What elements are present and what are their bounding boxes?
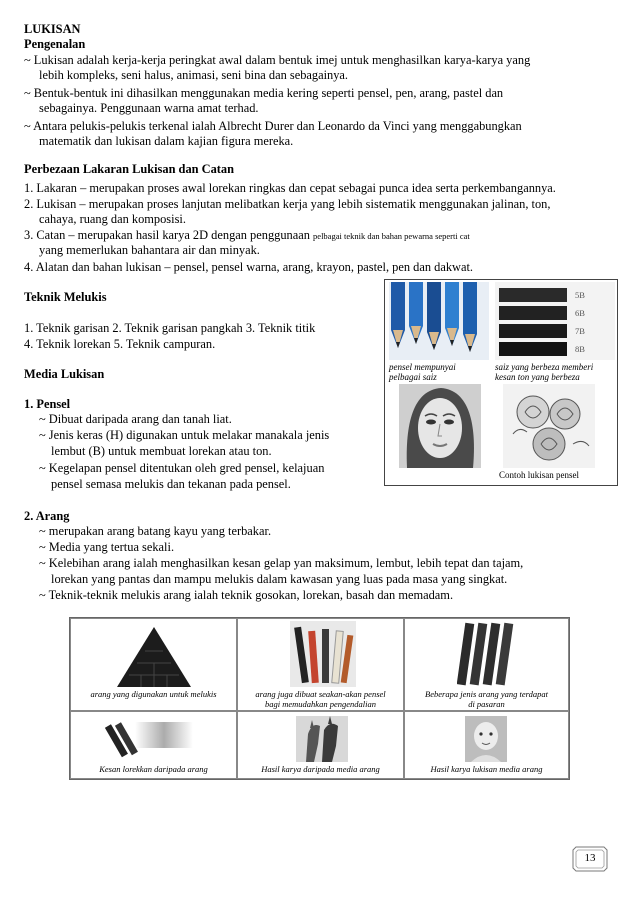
media-heading: Media Lukisan [24,367,105,381]
caption-line: bagi memudahkan pengendalian [265,699,376,709]
grade-swatch [499,342,567,356]
grade-label: 5B [575,290,585,300]
comparison-line-small: pelbagai teknik dan bahan pewarna seperti cat [313,231,470,241]
comparison-line: 2. Lukisan – merupakan proses lanjutan melibatkan kerja yang lebih sistematik menggunakan jalinan, ton, [24,197,551,211]
grade-label: 7B [575,326,585,336]
charcoal-pyramid-image [115,625,193,689]
pensel-line: ~ Kegelapan pensel ditentukan oleh gred pensel, kelajuan [39,461,325,475]
comparison-line: 4. Alatan dan bahan lukisan – pensel, pensel warna, arang, krayon, pastel, pen dan dakwat. [24,260,474,274]
table-cell [70,711,237,779]
table-caption: Kesan lorekkan daripada arang [99,764,208,774]
table-cell [237,618,404,711]
table-cell [404,618,569,711]
intro-line: ~ Bentuk-bentuk ini dihasilkan menggunakan media kering seperti pensel, pen, arang, pastel dan [24,86,504,100]
page-title: LUKISAN [24,22,81,36]
pencil-grade-swatches [495,282,615,360]
charcoal-sticks-image [457,621,517,687]
horses-artwork-image [296,716,348,762]
pencil-figure [384,279,618,486]
caption-line: kesan ton yang berbeza [495,372,580,382]
colored-pencils-image [389,282,489,360]
caption-line: Beberapa jenis arang yang terdapat [425,689,548,699]
portrait-sketch-image [399,384,481,468]
table-caption: Hasil karya lukisan media arang [430,764,543,774]
pensel-line: pensel semasa melukis dan tekanan pada pensel. [51,477,291,491]
table-caption: Hasil karya daripada media arang [261,764,380,774]
caption-line: pelbagai saiz [389,372,437,382]
pensel-line: ~ Jenis keras (H) digunakan untuk melakar manakala jenis [39,428,330,442]
table-cell [70,618,237,711]
table-cell [404,711,569,779]
intro-heading: Pengenalan [24,37,86,51]
arang-line: ~ merupakan arang batang kayu yang terbakar. [39,524,272,538]
intro-line: lebih kompleks, seni halus, animasi, seni bina dan sebagainya. [39,68,349,82]
roses-sketch-image [503,384,595,468]
caption-text: Contoh lukisan pensel [499,470,579,480]
arang-heading: 2. Arang [24,509,70,523]
arang-line: ~ Kelebihan arang ialah menghasilkan kesan gelap yan maksimum, lembut, lebih tepat dan tajam, [39,556,524,570]
grade-swatch [499,306,567,320]
caption-line: arang juga dibuat seakan-akan pensel [255,689,386,699]
caption-line: di pasaran [468,699,505,709]
baby-portrait-image [465,716,507,762]
table-cell [237,711,404,779]
grade-swatch [499,288,567,302]
page-number: 13 [584,852,596,864]
arang-line: ~ Teknik-teknik melukis arang ialah teknik gosokan, lorekan, basah dan memadam. [39,588,454,602]
pencil-figure-caption [385,470,617,480]
comparison-line [24,228,470,243]
pensel-heading: 1. Pensel [24,397,71,411]
charcoal-pencils-image [290,621,356,687]
caption-line: pensel mempunyai [389,362,456,372]
teknik-heading: Teknik Melukis [24,290,107,304]
pencil-caption-1 [389,362,456,382]
charcoal-table [69,617,570,780]
arang-line: ~ Media yang tertua sekali. [39,540,175,554]
page-number-badge [572,846,608,872]
teknik-list: 1. Teknik garisan 2. Teknik garisan pangkah 3. Teknik titik [24,321,316,335]
caption-line: saiz yang berbeza memberi [495,362,594,372]
pensel-line: lembut (B) untuk membuat lorekan atau ton. [51,444,272,458]
comparison-line: 1. Lakaran – merupakan proses awal lorekan ringkas dan cepat sebagai punca idea serta perkembangannya. [24,181,556,195]
grade-label: 6B [575,308,585,318]
comparison-line-main: 3. Catan – merupakan hasil karya 2D dengan penggunaan [24,228,310,242]
arang-line: lorekan yang pantas dan mampu melukis dalam kawasan yang luas pada masa yang singkat. [51,572,508,586]
teknik-list: 4. Teknik lorekan 5. Teknik campuran. [24,337,216,351]
comparison-line: cahaya, ruang dan komposisi. [39,212,186,226]
intro-line: matematik dan lukisan dalam kajian figura mereka. [39,134,294,148]
table-caption: arang yang digunakan untuk melukis [90,689,217,699]
grade-swatch [499,324,567,338]
comparison-line: yang memerlukan bahantara air dan minyak. [39,243,260,257]
intro-line: sebagainya. Penggunaan warna amat terhad. [39,101,259,115]
pencil-caption-2 [495,362,593,382]
intro-line: ~ Lukisan adalah kerja-kerja peringkat awal dalam bentuk imej untuk menghasilkan karya-karya yang [24,53,531,67]
table-caption [405,689,568,709]
charcoal-shading-image [105,716,195,762]
intro-line: ~ Antara pelukis-pelukis terkenal ialah Albrecht Durer dan Leonardo da Vinci yang menggabungkan [24,119,522,133]
grade-label: 8B [575,344,585,354]
pensel-line: ~ Dibuat daripada arang dan tanah liat. [39,412,232,426]
comparison-heading: Perbezaan Lakaran Lukisan dan Catan [24,162,234,176]
table-caption [238,689,403,709]
